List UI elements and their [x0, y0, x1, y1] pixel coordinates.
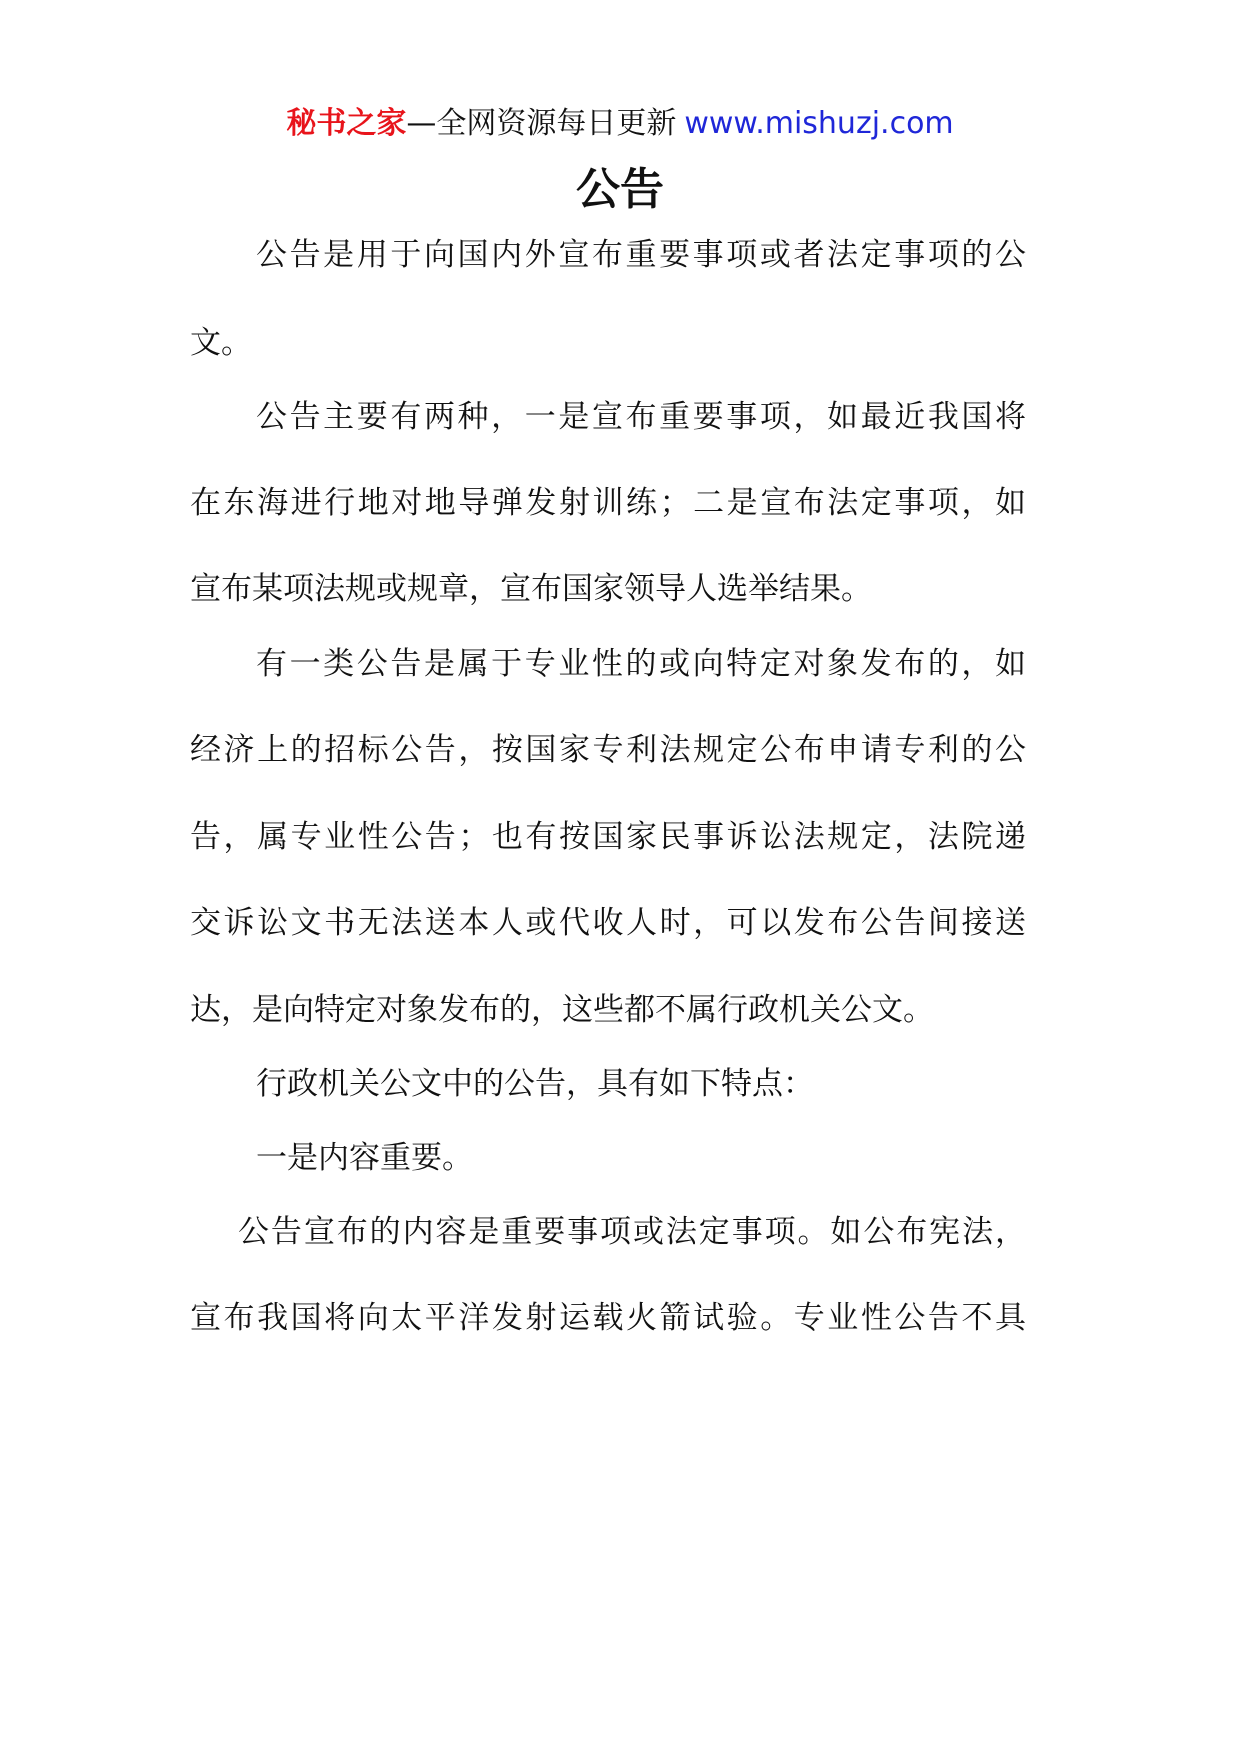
body-line: 告，属专业性公告；也有按国家民事诉讼法规定，法院递: [190, 819, 1026, 855]
document-title: 公告: [576, 164, 664, 215]
body-line: 文。: [190, 325, 252, 361]
body-line: 行政机关公文中的公告，具有如下特点：: [256, 1066, 814, 1102]
brand-name: 秘书之家: [286, 106, 407, 141]
body-line: 在东海进行地对地导弹发射训练；二是宣布法定事项，如: [190, 485, 1026, 521]
body-line: 公告宣布的内容是重要事项或法定事项。如公布宪法，: [238, 1214, 1026, 1250]
body-line: 一是内容重要。: [256, 1140, 473, 1176]
body-line: 达，是向特定对象发布的，这些都不属行政机关公文。: [190, 992, 934, 1028]
site-header: [0, 102, 1240, 146]
site-url-link[interactable]: www.mishuzj.com: [684, 106, 954, 141]
body-line: 宣布某项法规或规章，宣布国家领导人选举结果。: [190, 571, 872, 607]
body-line: 经济上的招标公告，按国家专利法规定公布申请专利的公: [190, 732, 1026, 768]
body-line: 有一类公告是属于专业性的或向特定对象发布的，如: [256, 646, 1026, 682]
header-tagline: —全网资源每日更新: [406, 106, 677, 141]
body-line: 公告主要有两种，一是宣布重要事项，如最近我国将: [256, 399, 1026, 435]
body-line: 公告是用于向国内外宣布重要事项或者法定事项的公: [256, 237, 1026, 273]
body-line: 宣布我国将向太平洋发射运载火箭试验。专业性公告不具: [190, 1300, 1026, 1336]
body-line: 交诉讼文书无法送本人或代收人时，可以发布公告间接送: [190, 905, 1026, 941]
